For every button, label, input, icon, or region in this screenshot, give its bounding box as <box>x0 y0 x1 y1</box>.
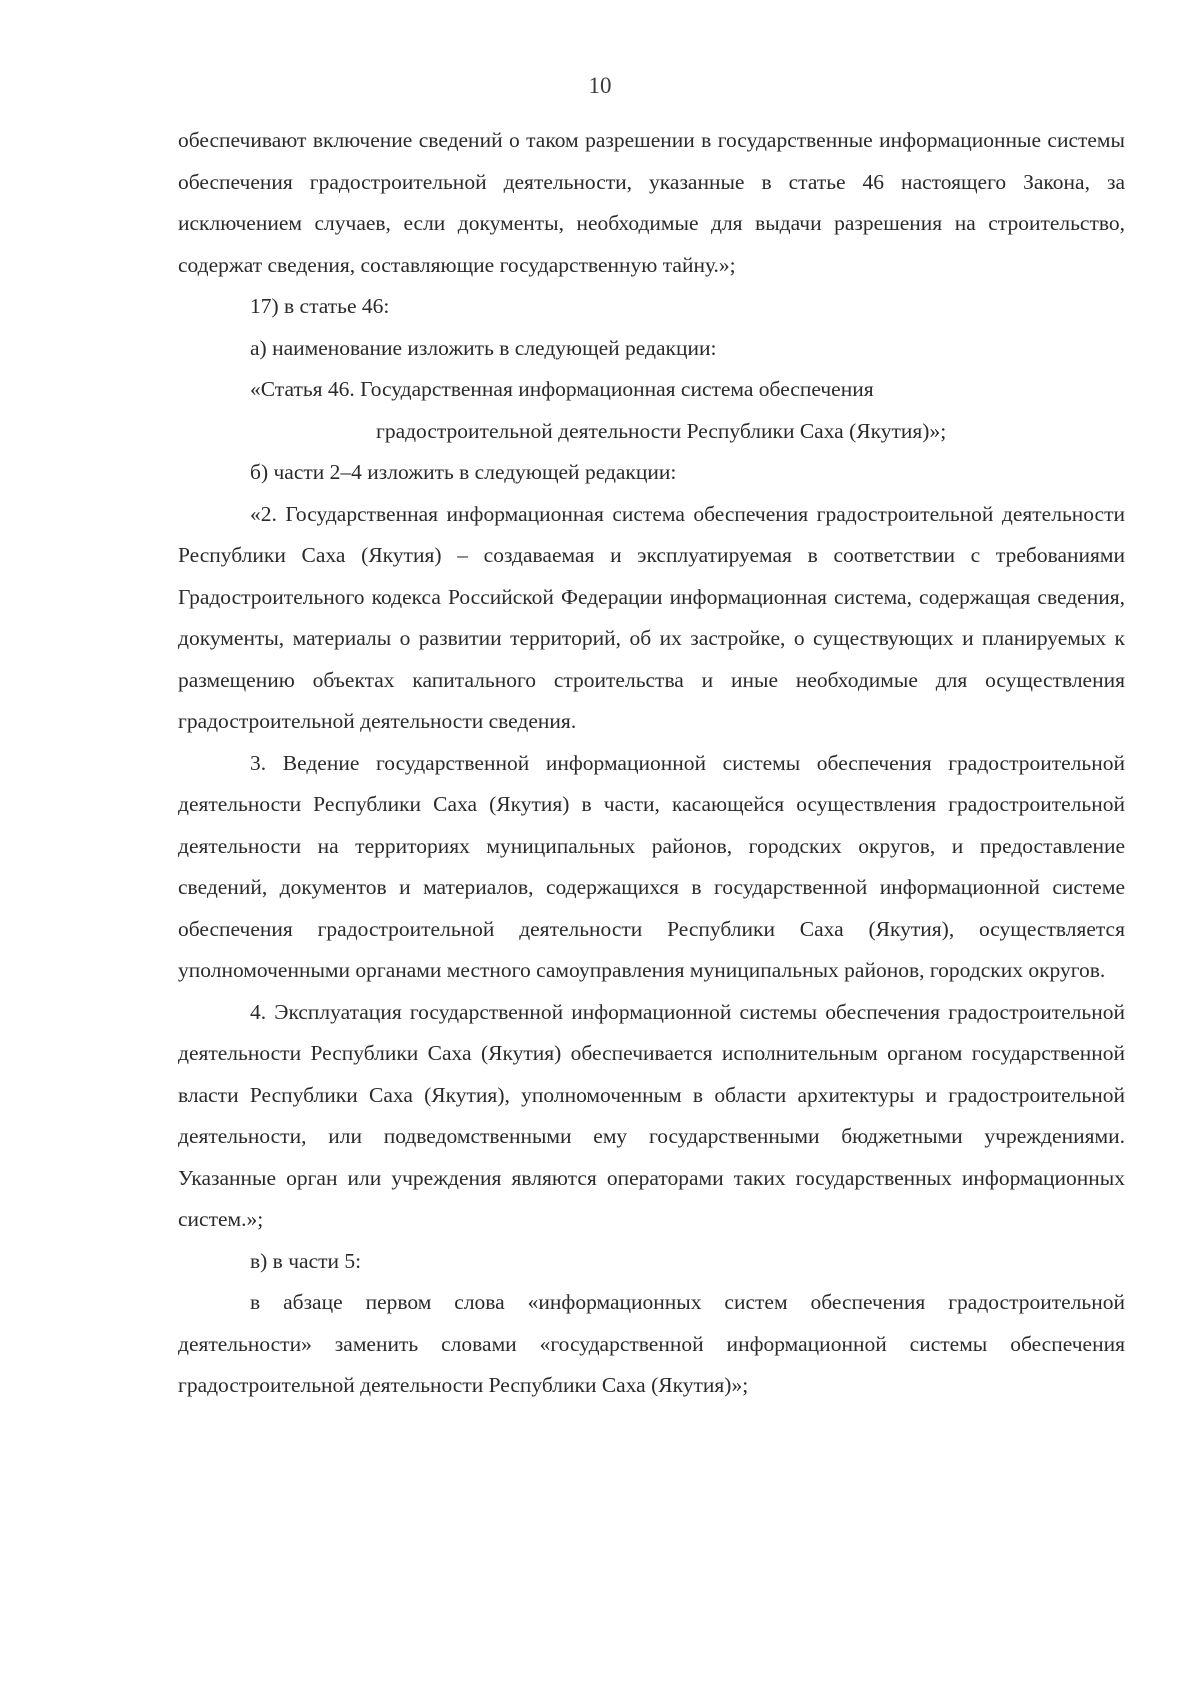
paragraph-first-abzac: в абзаце первом слова «информационных систем обеспечения градостроительной деятельности» заменить словами «государственной информационной системы обеспечения градостроительной деятельности Республики Саха (Якутия)»; <box>178 1290 1125 1397</box>
paragraph-subitem-a: а) наименование изложить в следующей редакции: <box>250 335 717 360</box>
page-number: 10 <box>588 73 612 98</box>
article-title-line-1: «Статья 46. Государственная информационная система обеспечения <box>250 377 874 401</box>
paragraph-subitem-v: в) в части 5: <box>250 1248 362 1273</box>
paragraph-item-17: 17) в статье 46: <box>250 294 390 318</box>
paragraph-subitem-b: б) части 2–4 изложить в следующей редакции: <box>250 460 677 484</box>
document-body <box>178 120 1125 1407</box>
paragraph-part-2: «2. Государственная информационная система обеспечения градостроительной деятельности Республики Саха (Якутия) – создаваемая и эксплуатируемая в соответствии с требованиями Градостроительного кодекса Российской Федерации информационная система, содержащая сведения, документы, материалы о развитии территорий, об их застройке, о существующих и планируемых к размещению объектах капитального строительства и иные необходимые для осуществления градостроительной деятельности сведения. <box>178 501 1125 733</box>
paragraph-part-4: 4. Эксплуатация государственной информационной системы обеспечения градостроительной деятельности Республики Саха (Якутия) обеспечивается исполнительным органом государственной власти Республики Саха (Якутия), уполномоченным в области архитектуры и градостроительной деятельности, или подведомственными ему государственными бюджетными учреждениями. Указанные орган или учреждения являются операторами таких государственных информационных систем.»; <box>178 999 1125 1231</box>
paragraph-continuation: обеспечивают включение сведений о таком разрешении в государственные информационные системы обеспечения градостроительной деятельности, указанные в статье 46 настоящего Закона, за исключением случаев, если документы, необходимые для выдачи разрешения на строительство, содержат сведения, составляющие государственную тайну.»; <box>178 128 1125 277</box>
paragraph-part-3: 3. Ведение государственной информационной системы обеспечения градостроительной деятельности Республики Саха (Якутия) в части, касающейся осуществления градостроительной деятельности на территориях муниципальных районов, городских округов, и предоставление сведений, документов и материалов, содержащихся в государственной информационной системе обеспечения градостроительной деятельности Республики Саха (Якутия), осуществляется уполномоченными органами местного самоуправления муниципальных районов, городских округов. <box>178 750 1125 982</box>
article-title-line-2: градостроительной деятельности Республики Саха (Якутия)»; <box>376 418 947 443</box>
